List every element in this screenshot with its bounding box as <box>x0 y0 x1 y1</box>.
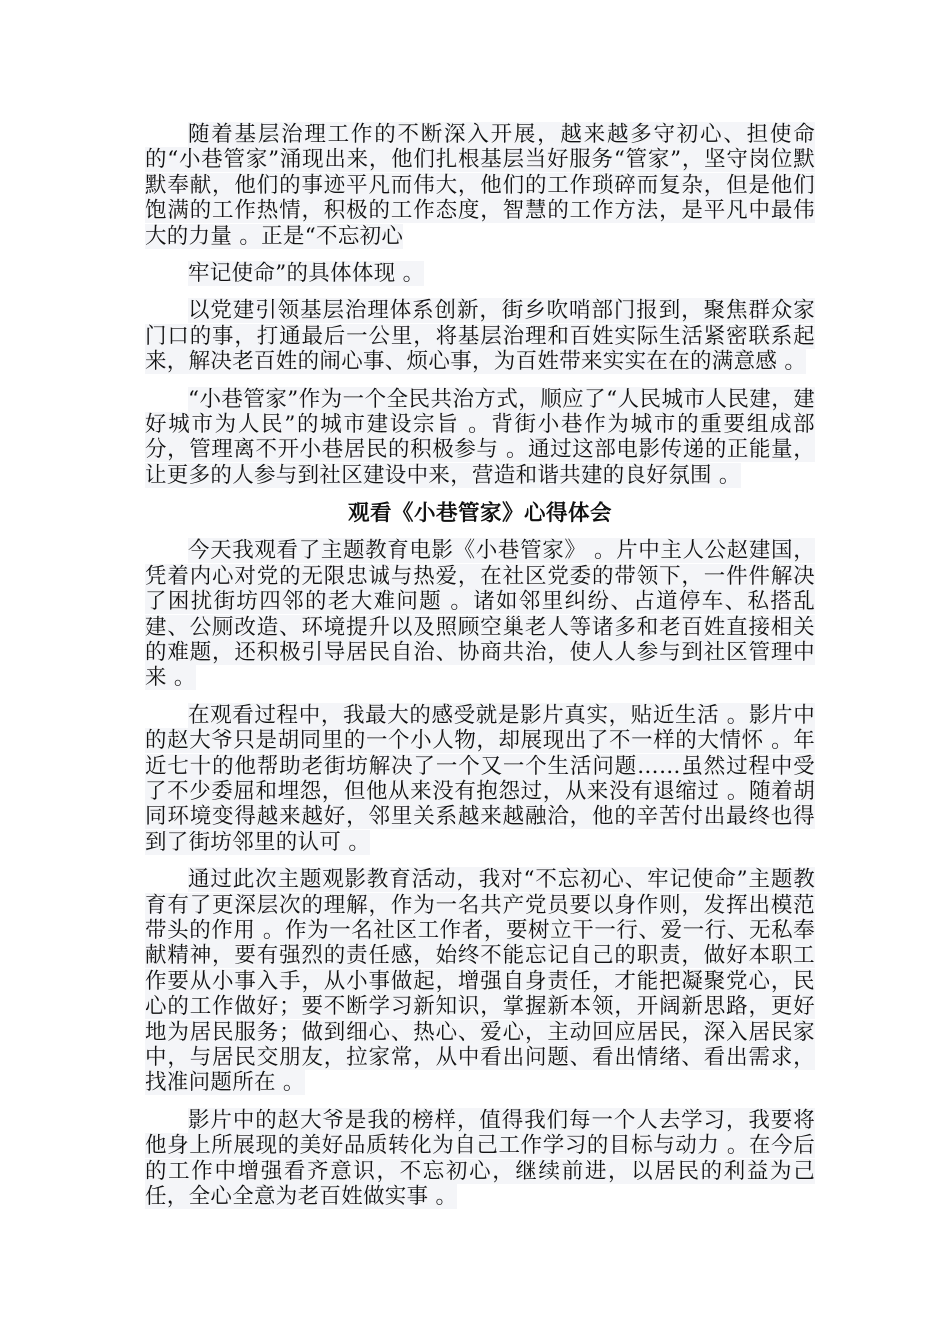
intro-paragraph-2 <box>145 261 815 286</box>
article-paragraph-2-text: 在观看过程中，我最大的感受就是影片真实，贴近生活 。影片中的赵大爷只是胡同里的一个小人物，却展现出了不一样的大情怀 。年近七十的他帮助老街坊解决了一个又一个生活问题……虽然过程中受了不少委屈和埋怨，但他从来没有抱怨过，从来没有退缩过 。随着胡同环境变得越来越好，邻里关系越来越融洽，他的辛苦付出最终也得到了街坊邻里的认可 。 <box>145 702 815 855</box>
intro-paragraph-2-text: 牢记使命”的具体体现 。 <box>188 261 425 287</box>
article-paragraph-3 <box>145 867 815 1096</box>
document-page <box>145 122 815 1221</box>
intro-paragraph-4-text: “小巷管家”作为一个全民共治方式，顺应了“人民城市人民建，建好城市为人民”的城市建设宗旨 。背街小巷作为城市的重要组成部分，管理离不开小巷居民的积极参与 。通过这部电影传递的正能量，让更多的人参与到社区建设中来，营造和谐共建的良好氛围 。 <box>145 386 815 488</box>
article-paragraph-1 <box>145 538 815 690</box>
article-paragraph-4-text: 影片中的赵大爷是我的榜样，值得我们每一个人去学习，我要将他身上所展现的美好品质转化为自己工作学习的目标与动力 。在今后的工作中增强看齐意识，不忘初心，继续前进，以居民的利益为己任，全心全意为老百姓做实事 。 <box>145 1107 815 1210</box>
intro-paragraph-1 <box>145 122 815 249</box>
article-title: 观看《小巷管家》心得体会 <box>347 501 612 527</box>
intro-paragraph-3 <box>145 298 815 374</box>
article-paragraph-2 <box>145 703 815 855</box>
intro-paragraph-4 <box>145 387 815 489</box>
article-paragraph-4 <box>145 1108 815 1210</box>
article-paragraph-3-text: 通过此次主题观影教育活动，我对“不忘初心、牢记使命”主题教育有了更深层次的理解，作为一名共产党员要以身作则，发挥出模范带头的作用 。作为一名社区工作者，要树立干一行、爱一行、无私奉献精神，要有强烈的责任感，始终不能忘记自己的职责，做好本职工作要从小事入手，从小事做起，增强自身责任，才能把凝聚党心，民心的工作做好；要不断学习新知识，掌握新本领，开阔新思路，更好地为居民服务；做到细心、热心、爱心，主动回应居民，深入居民家中，与居民交朋友，拉家常，从中看出问题、看出情绪、看出需求，找准问题所在 。 <box>145 867 815 1096</box>
article-paragraph-1-text: 今天我观看了主题教育电影《小巷管家》 。片中主人公赵建国，凭着内心对党的无限忠诚与热爱，在社区党委的带领下，一件件解决了困扰街坊四邻的老大难问题 。诸如邻里纠纷、占道停车、私搭乱建、公厕改造、环境提升以及照顾空巢老人等诸多和老百姓直接相关的难题，还积极引导居民自治、协商共治，使人人参与到社区管理中来 。 <box>145 538 815 691</box>
intro-paragraph-1-text: 随着基层治理工作的不断深入开展，越来越多守初心、担使命的“小巷管家”涌现出来，他们扎根基层当好服务“管家”，坚守岗位默默奉献，他们的事迹平凡而伟大，他们的工作琐碎而复杂，但是他们饱满的工作热情，积极的工作态度，智慧的工作方法，是平凡中最伟大的力量 。正是“不忘初心 <box>145 122 815 249</box>
intro-paragraph-3-text: 以党建引领基层治理体系创新，街乡吹哨部门报到，聚焦群众家门口的事，打通最后一公里，将基层治理和百姓实际生活紧密联系起来，解决老百姓的闹心事、烦心事，为百姓带来实实在在的满意感 。 <box>145 298 815 375</box>
